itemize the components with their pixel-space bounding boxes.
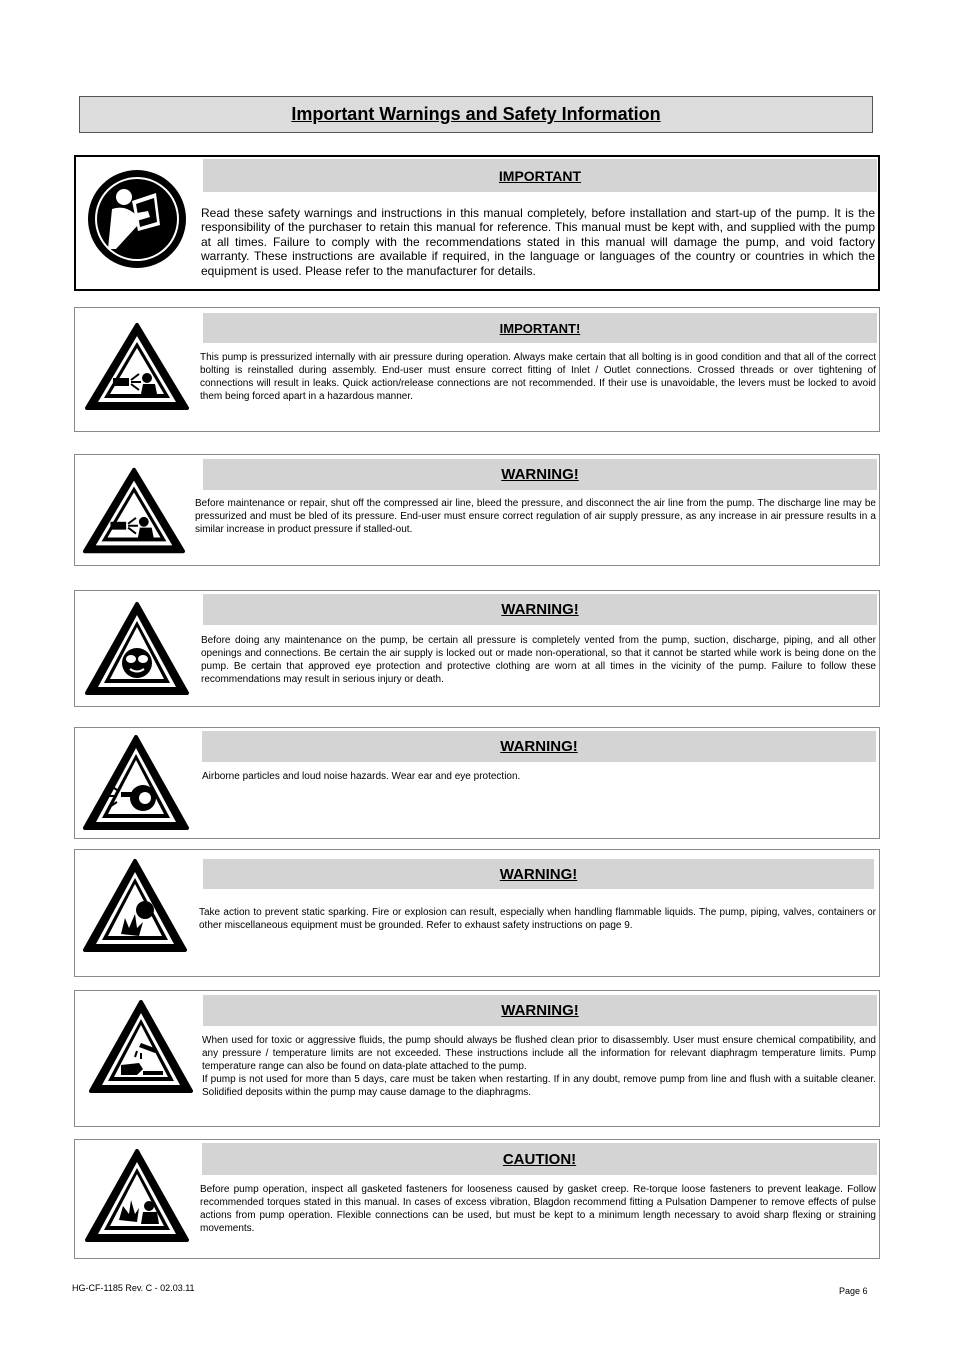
section-warning-toxic-fluids	[74, 990, 880, 1127]
section-heading: WARNING!	[203, 459, 877, 490]
page-title: Important Warnings and Safety Information	[291, 104, 661, 124]
section-warning-eye-protection	[74, 590, 880, 707]
section-text	[202, 1034, 876, 1099]
section-text: This pump is pressurized internally with air pressure during operation. Always make certain that all bolting is in good condition and that all of the correct bolting is reinstalled during assembly. End-user must ensure correct fitting of Inlet / Outlet connections. Crossed threads or over tightening of connections will result in leaks. Quick action/release connections are not recommended. If their use is unavoidable, the levers must be locked to avoid them being forced apart in a hazardous manner.	[200, 352, 876, 402]
explosion-icon	[81, 858, 189, 954]
section-warning-maintenance	[74, 454, 880, 566]
section-text: Before doing any maintenance on the pump, be certain all pressure is completely vented from the pump, suction, discharge, piping, and all other openings and connections. Be certain the air supply is locked out or made non-operational, so that it cannot be started while work is being done on the pump. Be certain that approved eye protection and protective clothing are worn at all times in the vicinity of the pump. Failure to follow these recommendations may result in serious injury or death.	[201, 635, 876, 685]
eye-protection-icon	[83, 601, 191, 697]
section-heading: IMPORTANT!	[203, 313, 877, 343]
section-text-paragraph: When used for toxic or aggressive fluids, the pump should always be flushed clean prior to disassembly. User must ensure chemical compatibility, and any pressure / temperature limits are not exceeded. These instructions include all the information for relevant diaphragm temperature limits. Pump temperature range can also be found on data-plate attached to the pump.	[202, 1035, 876, 1072]
section-heading: WARNING!	[203, 594, 877, 625]
corrosive-icon	[87, 999, 195, 1095]
pressure-spray-icon	[81, 465, 187, 557]
section-important-manual	[74, 155, 880, 291]
pressure-spray-icon	[83, 322, 191, 412]
section-caution-fasteners	[74, 1139, 880, 1259]
read-manual-icon	[86, 165, 188, 273]
section-text: Airborne particles and loud noise hazards. Wear ear and eye protection.	[202, 771, 521, 782]
section-heading: WARNING!	[203, 995, 877, 1026]
pressure-burst-icon	[83, 1148, 191, 1244]
footer-page-number: Page 6	[839, 1286, 868, 1296]
footer-document-code: HG-CF-1185 Rev. C - 02.03.11	[72, 1283, 195, 1293]
page-title-bar	[79, 96, 873, 133]
ear-eye-protection-icon	[81, 734, 191, 832]
section-heading: WARNING!	[203, 859, 874, 889]
section-text: Before maintenance or repair, shut off the compressed air line, bleed the pressure, and disconnect the air line from the pump. The discharge line may be pressurized and must be bled of its pressure. End-user must ensure correct regulation of air supply pressure, as any increase in air pressure results in a similar increase in product pressure if stalled-out.	[195, 498, 876, 535]
section-text-paragraph: If pump is not used for more than 5 days, care must be taken when restarting. If in any doubt, remove pump from line and flush with a suitable cleaner. Solidified deposits within the pump may cause damage to the diaphragms.	[202, 1074, 876, 1098]
section-text: Read these safety warnings and instructions in this manual completely, before installation and start-up of the pump. It is the responsibility of the purchaser to retain this manual for reference. This manual must be kept with, and supplied with the pump at all times. Failure to comply with the recommendations stated in this manual will damage the pump, and void factory warranty. These instructions are available if required, in the language or languages of the country or countries in which the equipment is used. Please refer to the manufacturer for details.	[201, 206, 875, 278]
section-warning-static	[74, 849, 880, 977]
section-heading: IMPORTANT	[203, 159, 877, 192]
section-important-pressure	[74, 307, 880, 432]
section-heading: CAUTION!	[202, 1143, 877, 1175]
section-heading: WARNING!	[202, 731, 876, 762]
section-warning-noise	[74, 727, 880, 839]
section-text: Before pump operation, inspect all gasketed fasteners for looseness caused by gasket creep. Re-torque loose fasteners to prevent leakage. Follow recommended torques stated in this manual. In cases of excess vibration, Blagdon recommend fitting a Pulsation Dampener to remove effects of pulse actions from pump operation. Flexible connections can be used, but must be kept to a minimum length necessary to avoid sharp flexing or straining movements.	[200, 1184, 876, 1234]
section-text: Take action to prevent static sparking. Fire or explosion can result, especially when handling flammable liquids. The pump, piping, valves, containers or other miscellaneous equipment must be grounded. Refer to exhaust safety instructions on page 9.	[199, 907, 876, 931]
